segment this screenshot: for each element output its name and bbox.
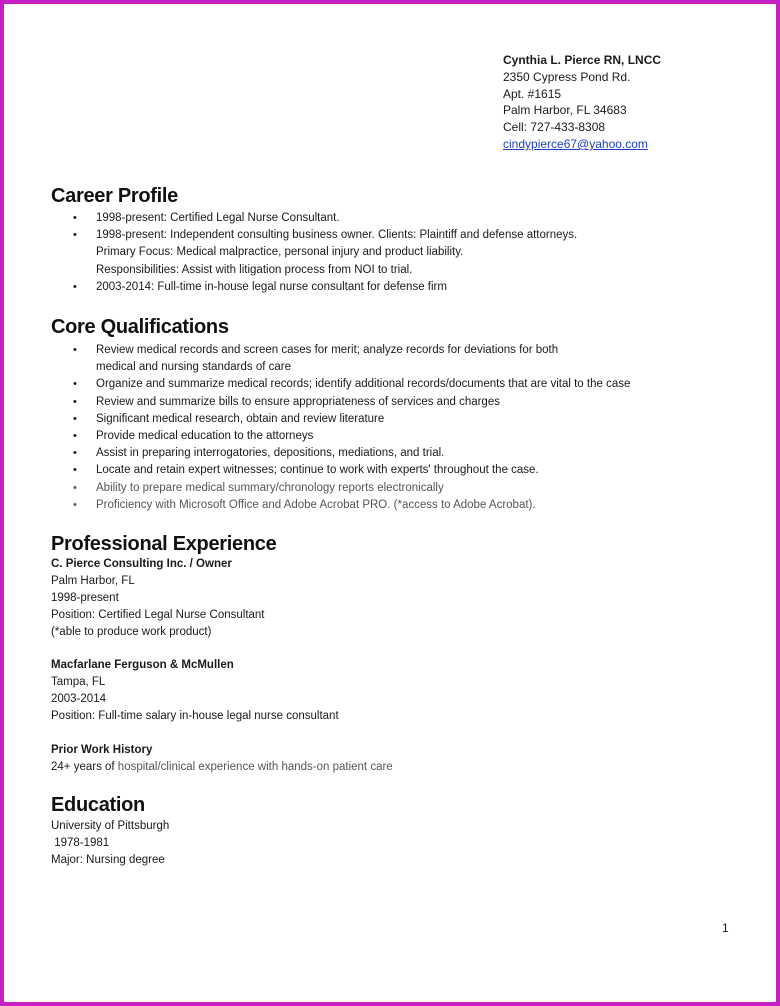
job-location: Palm Harbor, FL: [51, 575, 135, 587]
education-school: University of Pittsburgh: [51, 820, 170, 832]
list-item: • Provide medical education to the attorneys: [51, 428, 711, 445]
job-location: Tampa, FL: [51, 676, 106, 688]
list-item: • Organize and summarize medical records; identify additional records/documents that are vital to the case: [51, 376, 711, 393]
education-dates: 1978-1981: [51, 837, 110, 849]
list-item: Responsibilities: Assist with litigation process from NOI to trial.: [96, 263, 413, 276]
job-note: (*able to produce work product): [51, 626, 212, 638]
contact-email-link[interactable]: cindypierce67@yahoo.com: [503, 136, 648, 151]
prior-work-description: hospital/clinical experience with hands-on patient care: [114, 761, 393, 773]
prior-work-text: [51, 759, 651, 776]
education-entry: [51, 818, 651, 869]
professional-experience-heading: Professional Experience: [51, 533, 277, 555]
education-heading: Education: [51, 794, 145, 816]
list-item: • Ability to prepare medical summary/chronology reports electronically: [51, 480, 711, 497]
career-profile-list: [51, 210, 711, 296]
prior-work-heading: Prior Work History: [51, 744, 153, 756]
contact-name: Cynthia L. Pierce RN, LNCC: [503, 53, 662, 67]
career-profile-heading: Career Profile: [51, 185, 178, 207]
job-entry-macfarlane: [51, 657, 651, 725]
job-position: Position: Full-time salary in-house legal nurse consultant: [51, 710, 339, 722]
list-item: • 1998-present: Independent consulting business owner. Clients: Plaintiff and defense attorneys.: [51, 227, 711, 244]
core-qualifications-list: [51, 342, 711, 514]
job-position: Position: Certified Legal Nurse Consultant: [51, 609, 265, 621]
job-company: C. Pierce Consulting Inc. / Owner: [51, 558, 232, 570]
contact-block: [503, 52, 661, 153]
list-item: • 1998-present: Certified Legal Nurse Consultant.: [51, 210, 711, 227]
list-item: • Significant medical research, obtain and review literature: [51, 411, 711, 428]
list-item: • Proficiency with Microsoft Office and Adobe Acrobat PRO. (*access to Adobe Acrobat).: [51, 497, 711, 514]
contact-address-line1: 2350 Cypress Pond Rd.: [503, 69, 631, 84]
job-dates: 2003-2014: [51, 693, 106, 705]
list-item: Primary Focus: Medical malpractice, personal injury and product liability.: [96, 246, 464, 259]
list-item: • 2003-2014: Full-time in-house legal nurse consultant for defense firm: [51, 279, 711, 296]
prior-work-years: 24+ years of: [51, 761, 115, 773]
page-number: 1: [722, 921, 729, 935]
core-qualifications-heading: Core Qualifications: [51, 316, 229, 338]
prior-work-history: [51, 742, 651, 776]
list-item: • Assist in preparing interrogatories, depositions, mediations, and trial.: [51, 445, 711, 462]
job-company: Macfarlane Ferguson & McMullen: [51, 659, 234, 671]
list-item: • Review medical records and screen cases for merit; analyze records for deviations for both: [51, 342, 711, 359]
contact-address-line2: Apt. #1615: [503, 86, 562, 101]
education-major: Major: Nursing degree: [51, 854, 165, 866]
list-item: • Locate and retain expert witnesses; continue to work with experts' throughout the case.: [51, 462, 711, 479]
contact-city: Palm Harbor, FL 34683: [503, 103, 627, 118]
job-dates: 1998-present: [51, 592, 119, 604]
contact-cell: Cell: 727-433-8308: [503, 120, 606, 135]
job-entry-pierce-consulting: [51, 556, 651, 641]
list-item: • Review and summarize bills to ensure appropriateness of services and charges: [51, 394, 711, 411]
list-item: medical and nursing standards of care: [96, 361, 291, 374]
